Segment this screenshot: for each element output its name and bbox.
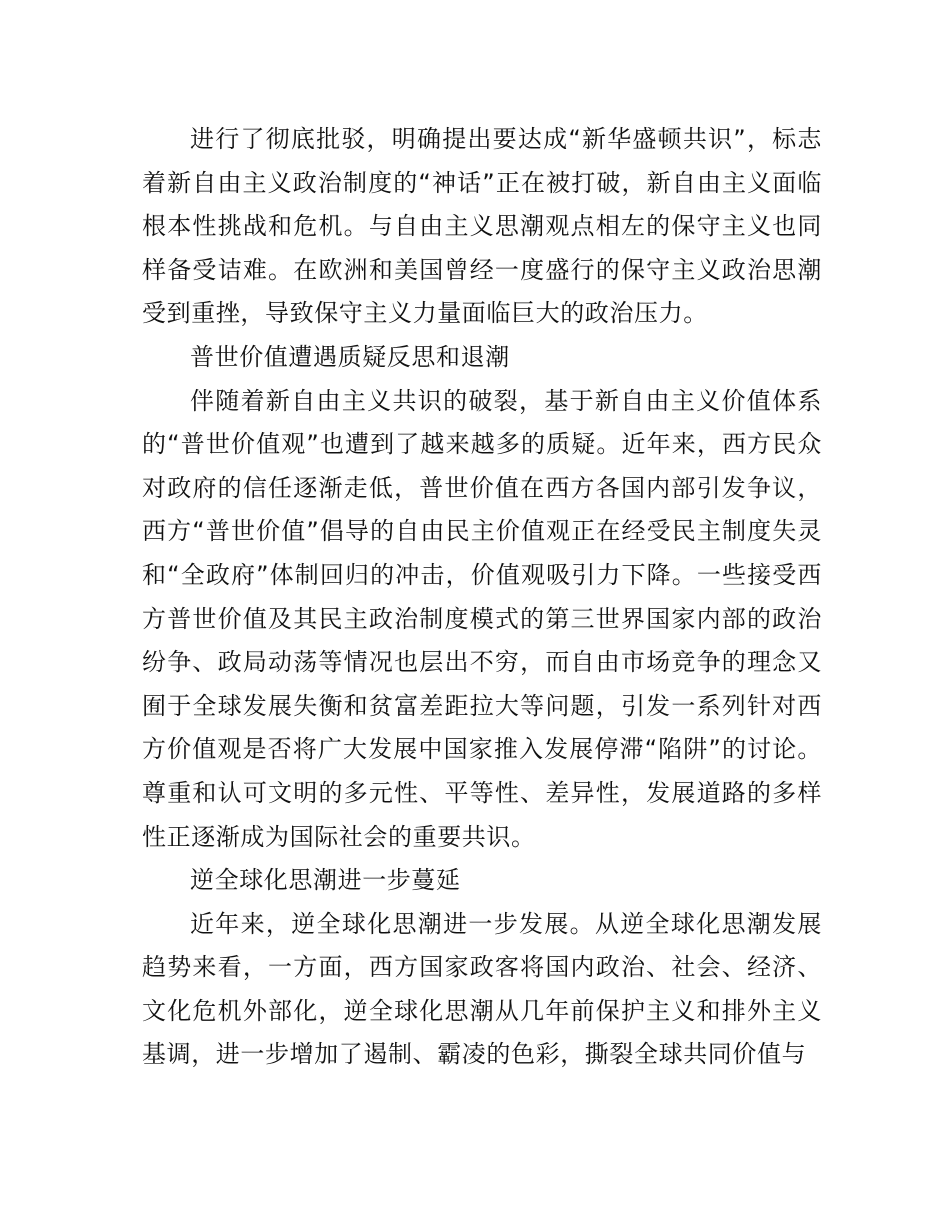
paragraph-neoliberal-consensus: 进行了彻底批驳，明确提出要达成“新华盛顿共识”，标志着新自由主义政治制度的“神话”正在被打破，新自由主义面临根本性挑战和危机。与自由主义思潮观点相左的保守主义也同样备受诘难。在欧洲和美国曾经一度盛行的保守主义政治思潮受到重挫，导致保守主义力量面临巨大的政治压力。: [142, 125, 822, 328]
paragraph-universal-values: 伴随着新自由主义共识的破裂，基于新自由主义价值体系的“普世价值观”也遭到了越来越多的质疑。近年来，西方民众对政府的信任逐渐走低，普世价值在西方各国内部引发争议，西方“普世价值”倡导的自由民主价值观正在经受民主制度失灵和“全政府”体制回归的冲击，价值观吸引力下降。一些接受西方普世价值及其民主政治制度模式的第三世界国家内部的政治纷争、政局动荡等情况也层出不穷，而自由市场竞争的理念又囿于全球发展失衡和贫富差距拉大等问题，引发一系列针对西方价值观是否将广大发展中国家推入发展停滞“陷阱”的讨论。尊重和认可文明的多元性、平等性、差异性，发展道路的多样性正逐渐成为国际社会的重要共识。: [142, 386, 822, 851]
paragraph-anti-globalization: 近年来，逆全球化思潮进一步发展。从逆全球化思潮发展趋势来看，一方面，西方国家政客将国内政治、社会、经济、文化危机外部化，逆全球化思潮从几年前保护主义和排外主义基调，进一步增加了遏制、霸凌的色彩，撕裂全球共同价值与: [142, 909, 822, 1069]
document-body: [142, 118, 822, 1077]
section-heading-universal-values: 普世价值遭遇质疑反思和退潮: [190, 342, 510, 371]
section-heading-anti-globalization: 逆全球化思潮进一步蔓延: [190, 866, 461, 895]
